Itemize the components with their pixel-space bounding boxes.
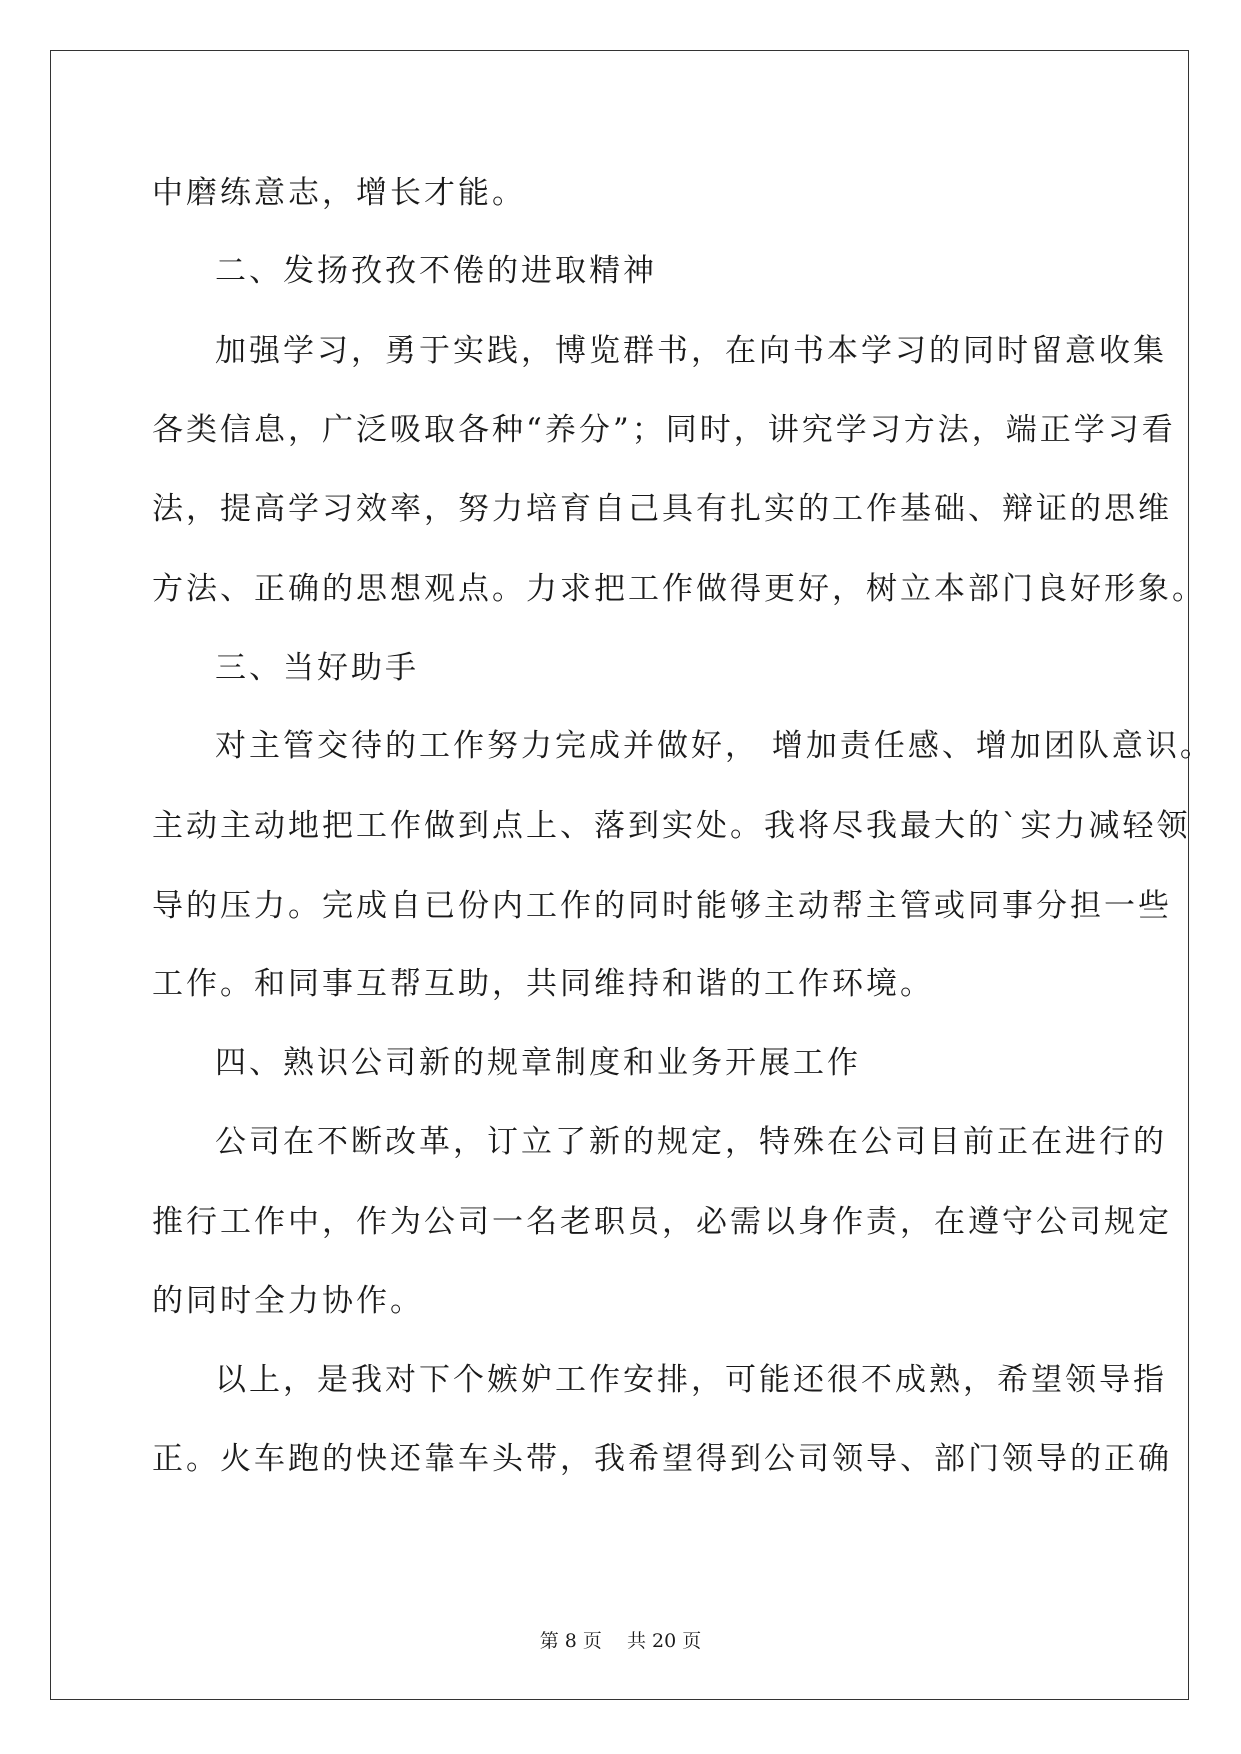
section-heading: 三、当好助手 <box>215 650 419 686</box>
paragraph-line: 导的压力。完成自已份内工作的同时能够主动帮主管或同事分担一些 <box>152 888 1172 924</box>
paragraph-line: 加强学习，勇于实践，博览群书，在向书本学习的同时留意收集 <box>215 333 1167 369</box>
section-heading: 四、熟识公司新的规章制度和业务开展工作 <box>215 1045 861 1081</box>
paragraph-line: 以上，是我对下个嫉妒工作安排，可能还很不成熟，希望领导指 <box>215 1362 1167 1398</box>
paragraph-line: 法，提高学习效率，努力培育自己具有扎实的工作基础、辩证的思维 <box>152 491 1172 527</box>
paragraph-line: 工作。和同事互帮互助，共同维持和谐的工作环境。 <box>152 966 934 1002</box>
paragraph-line: 正。火车跑的快还靠车头带，我希望得到公司领导、部门领导的正确 <box>152 1441 1172 1477</box>
paragraph-line: 各类信息，广泛吸取各种“养分”；同时，讲究学习方法，端正学习看 <box>152 412 1176 448</box>
section-heading: 二、发扬孜孜不倦的进取精神 <box>215 253 657 289</box>
paragraph-line: 推行工作中，作为公司一名老职员，必需以身作责，在遵守公司规定 <box>152 1204 1172 1240</box>
page-number-footer: 第 8 页 共 20 页 <box>539 1630 702 1652</box>
paragraph-line: 公司在不断改革，订立了新的规定，特殊在公司目前正在进行的 <box>215 1124 1167 1160</box>
paragraph-line: 主动主动地把工作做到点上、落到实处。我将尽我最大的`实力减轻领 <box>152 808 1191 844</box>
paragraph-line: 的同时全力协作。 <box>152 1283 424 1319</box>
paragraph-line: 对主管交待的工作努力完成并做好， 增加责任感、增加团队意识。 <box>215 728 1214 764</box>
paragraph-line: 方法、正确的思想观点。力求把工作做得更好，树立本部门良好形象。 <box>152 571 1206 607</box>
paragraph-line: 中磨练意志，增长才能。 <box>152 175 526 211</box>
